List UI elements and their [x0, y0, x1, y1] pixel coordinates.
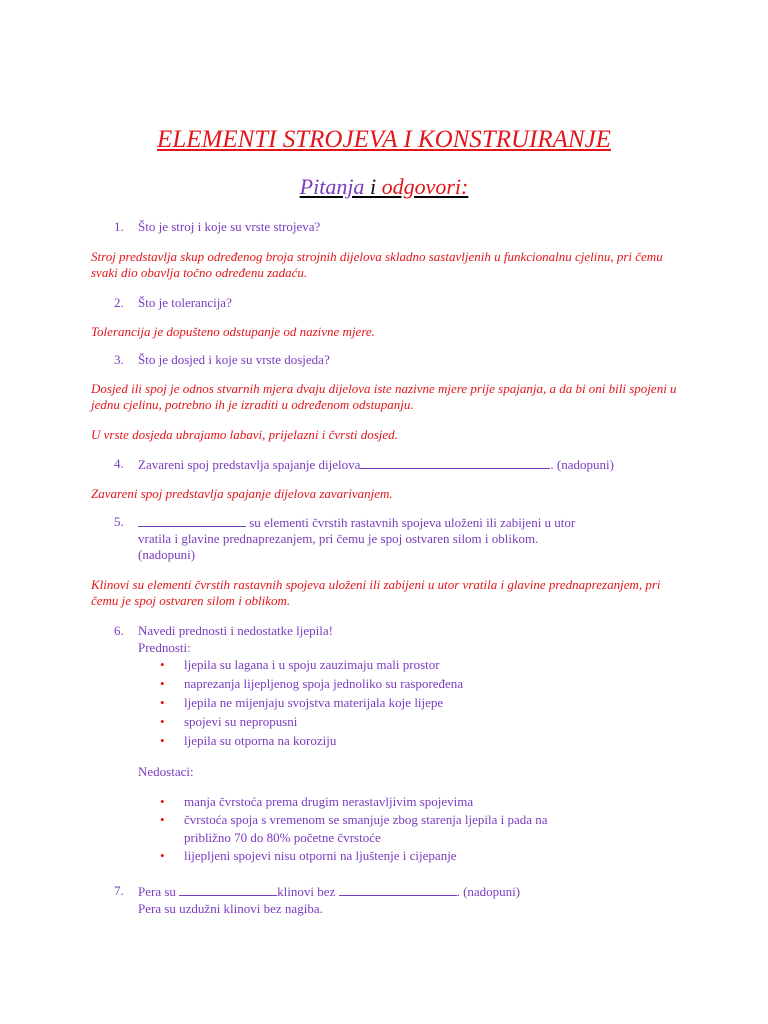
advantage-item: naprezanja lijepljenog spoja jednoliko su raspoređena [184, 676, 464, 691]
question-5-line-3: (nadopuni) [138, 547, 196, 562]
subtitle-and: i [364, 174, 382, 199]
answer-4: Zavareni spoj predstavlja spajanje dijelova zavarivanjem. [91, 486, 393, 501]
answer-3-types: U vrste dosjeda ubrajamo labavi, prijelazni i čvrsti dosjed. [91, 427, 398, 442]
subtitle-answers: odgovori: [381, 174, 469, 199]
answer-7: Pera su uzdužni klinovi bez nagiba. [138, 901, 323, 916]
fill-in-blank [138, 514, 246, 527]
question-7-part-2: klinovi bez [277, 884, 339, 899]
answer-5: Klinovi su elementi čvrstih rastavnih spojeva uloženi ili zabijeni u utor vratila i glavine prednaprezanjem, pri čemu je spoj ostvaren silom i oblikom. [91, 577, 661, 608]
question-3-number: 3. [114, 352, 124, 367]
page-title: ELEMENTI STROJEVA I KONSTRUIRANJE [157, 126, 611, 153]
bullet-icon: • [160, 733, 165, 748]
question-4-text [138, 456, 614, 473]
question-6-text: Navedi prednosti i nedostatke ljepila! [138, 623, 333, 638]
bullet-icon: • [160, 794, 165, 809]
bullet-icon: • [160, 848, 165, 863]
question-2-number: 2. [114, 295, 124, 310]
question-7-number: 7. [114, 883, 124, 898]
answer-3-definition: Dosjed ili spoj je odnos stvarnih mjera dvaju dijelova iste nazivne mjere prije spajanja, a da bi oni bili spojeni u jednu cjelinu, potrebno ih je izraditi u određenom odstupanju. [91, 381, 677, 412]
bullet-icon: • [160, 657, 165, 672]
advantages-label: Prednosti: [138, 640, 191, 655]
bullet-icon: • [160, 695, 165, 710]
question-1-text: Što je stroj i koje su vrste strojeva? [138, 219, 321, 234]
fill-in-blank [179, 883, 277, 896]
question-1-number: 1. [114, 219, 124, 234]
answer-1: Stroj predstavlja skup određenog broja strojnih dijelova skladno sastavljenih u funkcionalnu cjelinu, pri čemu svaki dio obavlja točno određenu zadaću. [91, 249, 663, 280]
advantage-item: ljepila su otporna na koroziju [184, 733, 337, 748]
question-7-text [138, 883, 520, 900]
disadvantage-item: lijepljeni spojevi nisu otporni na ljuštenje i cijepanje [184, 848, 457, 863]
question-5-line-1-text: su elementi čvrstih rastavnih spojeva uloženi ili zabijeni u utor [246, 515, 576, 530]
question-4-number: 4. [114, 456, 124, 471]
subtitle-questions: Pitanja [299, 174, 365, 199]
bullet-icon: • [160, 812, 165, 827]
question-2-text: Što je tolerancija? [138, 295, 232, 310]
question-5-line-2: vratila i glavine prednaprezanjem, pri čemu je spoj ostvaren silom i oblikom. [138, 531, 539, 546]
disadvantage-item: manja čvrstoća prema drugim nerastavljivim spojevima [184, 794, 474, 809]
question-3-text: Što je dosjed i koje su vrste dosjeda? [138, 352, 330, 367]
bullet-icon: • [160, 676, 165, 691]
disadvantage-item-continuation: približno 70 do 80% početne čvrstoće [184, 830, 381, 845]
fill-in-blank [339, 883, 457, 896]
disadvantage-item: čvrstoća spoja s vremenom se smanjuje zbog starenja ljepila i pada na [184, 812, 548, 827]
question-6-number: 6. [114, 623, 124, 638]
fill-in-blank [360, 456, 550, 469]
question-4-suffix: . (nadopuni) [550, 457, 614, 472]
question-5-line-1 [138, 514, 575, 531]
disadvantages-label: Nedostaci: [138, 764, 194, 779]
question-7-part-3: . (nadopuni) [456, 884, 521, 899]
bullet-icon: • [160, 714, 165, 729]
question-5-number: 5. [114, 514, 124, 529]
advantage-item: ljepila ne mijenjaju svojstva materijala koje lijepe [184, 695, 444, 710]
answer-2: Tolerancija je dopušteno odstupanje od nazivne mjere. [91, 324, 375, 339]
advantage-item: ljepila su lagana i u spoju zauzimaju mali prostor [184, 657, 440, 672]
advantage-item: spojevi su nepropusni [184, 714, 298, 729]
question-4-prefix: Zavareni spoj predstavlja spajanje dijelova [138, 457, 361, 472]
question-7-part-1: Pera su [138, 884, 180, 899]
page-subtitle [0, 174, 768, 200]
